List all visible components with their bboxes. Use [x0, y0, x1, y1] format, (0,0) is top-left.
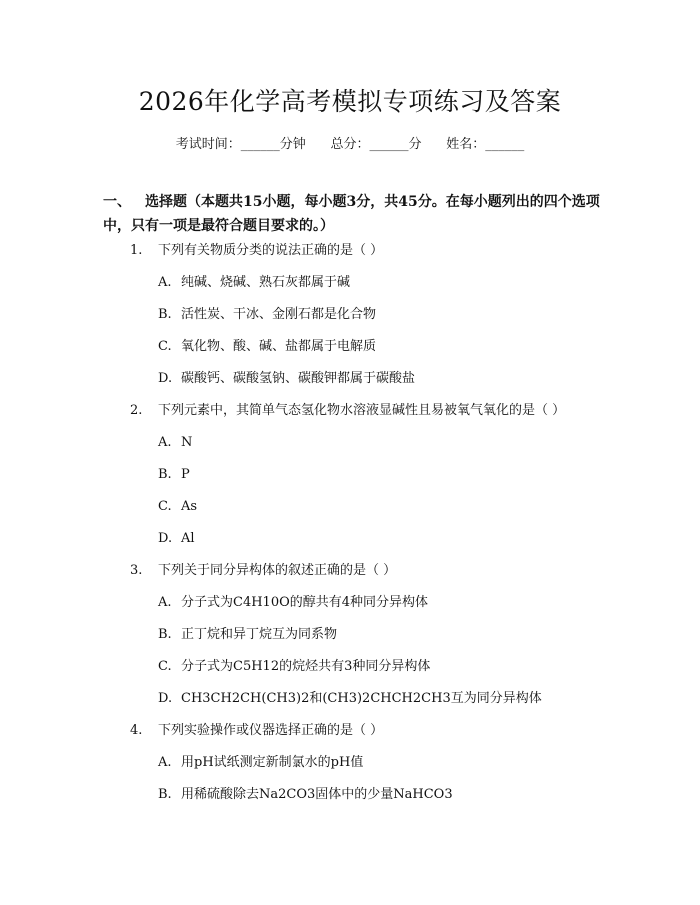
- option-text: 分子式为C5H12的烷烃共有3种同分异构体: [181, 659, 431, 674]
- option-text: CH3CH2CH(CH3)2和(CH3)2CHCH2CH3互为同分异构体: [181, 691, 542, 706]
- option-label: D.: [158, 691, 173, 706]
- option-label: A.: [158, 275, 172, 290]
- option-text: 活性炭、干冰、金刚石都是化合物: [181, 307, 377, 322]
- option-label: B.: [158, 467, 172, 482]
- question-2-option-b: [158, 465, 598, 497]
- option-text: 正丁烷和异丁烷互为同系物: [181, 627, 338, 642]
- option-text: 纯碱、烧碱、熟石灰都属于碱: [181, 275, 351, 290]
- option-text: As: [181, 499, 198, 514]
- question-number: 4.: [130, 723, 143, 738]
- question-1-option-c: [158, 337, 598, 369]
- section-instructions: 选择题（本题共15小题，每小题3分，共45分。在每小题列出的四个选项中，只有一项是最符合题目要求的。）: [103, 194, 600, 234]
- section-number: 一、: [103, 194, 131, 210]
- question-list: [0, 241, 700, 817]
- question-1-option-d: [158, 369, 598, 401]
- option-label: A.: [158, 595, 172, 610]
- question-text: 下列关于同分异构体的叙述正确的是（ ）: [158, 563, 397, 578]
- question-number: 3.: [130, 563, 143, 578]
- option-label: A.: [158, 755, 172, 770]
- option-text: 用稀硫酸除去Na2CO3固体中的少量NaHCO3: [181, 787, 453, 802]
- question-text: 下列有关物质分类的说法正确的是（ ）: [158, 243, 384, 258]
- option-text: N: [181, 435, 193, 450]
- option-text: 氧化物、酸、碱、盐都属于电解质: [181, 339, 377, 354]
- question-3: [130, 561, 600, 593]
- option-label: C.: [158, 659, 172, 674]
- question-text: 下列实验操作或仪器选择正确的是（ ）: [158, 723, 384, 738]
- question-3-option-a: [158, 593, 598, 625]
- question-4-option-a: [158, 753, 598, 785]
- option-label: C.: [158, 339, 172, 354]
- question-1-option-b: [158, 305, 598, 337]
- option-label: B.: [158, 627, 172, 642]
- option-text: 用pH试纸测定新制氯水的pH值: [181, 755, 364, 770]
- question-3-option-b: [158, 625, 598, 657]
- option-text: 碳酸钙、碳酸氢钠、碳酸钾都属于碳酸盐: [181, 371, 416, 386]
- question-2-option-a: [158, 433, 598, 465]
- question-1-option-a: [158, 273, 598, 305]
- option-label: C.: [158, 499, 172, 514]
- exam-info-line: 考试时间：______分钟 总分：______分 姓名：______: [175, 137, 525, 152]
- question-4: [130, 721, 600, 753]
- option-text: P: [181, 467, 190, 482]
- page-title: 2026年化学高考模拟专项练习及答案: [138, 87, 562, 116]
- question-1: [130, 241, 600, 273]
- option-label: B.: [158, 307, 172, 322]
- question-number: 1.: [130, 243, 143, 258]
- option-label: D.: [158, 531, 173, 546]
- question-3-option-c: [158, 657, 598, 689]
- option-text: 分子式为C4H10O的醇共有4种同分异构体: [181, 595, 429, 610]
- question-4-option-b: [158, 785, 598, 817]
- question-3-option-d: [158, 689, 598, 721]
- option-label: A.: [158, 435, 172, 450]
- option-label: D.: [158, 371, 173, 386]
- question-2-option-c: [158, 497, 598, 529]
- section-heading: [103, 190, 603, 238]
- option-label: B.: [158, 787, 172, 802]
- question-2-option-d: [158, 529, 598, 561]
- option-text: Al: [181, 531, 195, 546]
- question-text: 下列元素中，其简单气态氢化物水溶液显碱性且易被氧气氧化的是（ ）: [158, 403, 566, 418]
- question-number: 2.: [130, 403, 143, 418]
- question-2: [130, 401, 600, 433]
